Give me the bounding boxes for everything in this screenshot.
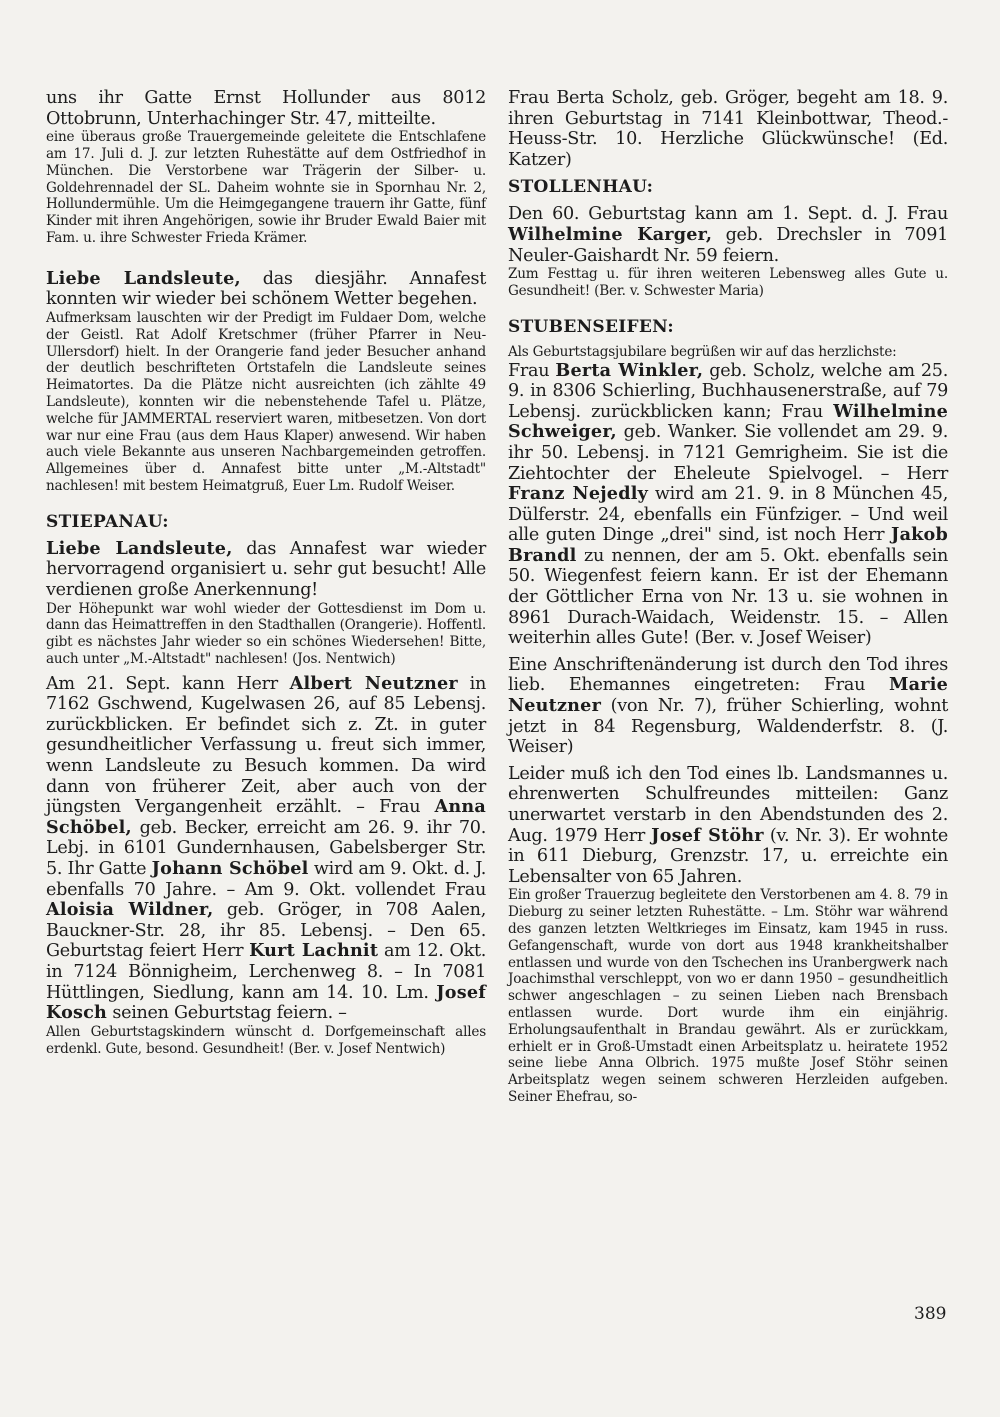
stollenhau-birthday-paragraph [508, 204, 948, 266]
right-column [508, 88, 948, 1106]
text-span: zu nennen, der am 5. Okt. ebenfalls sein 50. Wiegenfest feiern kann. Er ist der Ehemann der Göttlicher Erna von Nr. 13 u. sie wohnen in 8961 Durach-Waidach, Weidenstr. 15. – Allen weiterhin alles Gute! (Ber. v. Josef Weiser) [508, 545, 948, 649]
text-span: wird am 21. 9. in 8 München 45, Dülferstr. 24, ebenfalls ein Fünfziger. – Und weil alle guten Dinge „drei" sind, ist noch Herr [508, 484, 948, 546]
text-span: Eine Anschriftenänderung ist durch den Tod ihres lieb. Ehemannes eingetreten: Frau [508, 654, 948, 696]
text-span: geb. Drechsler in 7091 Neuler-Gaishardt Nr. 59 feiern. [508, 224, 948, 266]
person-name: Aloisia Wildner, [46, 899, 214, 921]
greeting-bold: Liebe Landsleute, [46, 537, 233, 559]
text-span: am 12. Okt. in 7124 Bönnigheim, Lerchenweg 8. – In 7081 Hüttlingen, Siedlung, kann am 14. 10. Lm. [46, 941, 487, 1003]
left-column [46, 88, 486, 1057]
person-name: Berta Winkler, [555, 359, 704, 381]
stiepanau-birthdays-paragraph [46, 674, 486, 1024]
page-number: 389 [914, 1304, 947, 1324]
text-span: Am 21. Sept. kann Herr [46, 673, 290, 694]
obituary-paragraph [508, 764, 948, 888]
stiepanau-wishes-paragraph: Allen Geburtstagskindern wünscht d. Dorfgemeinschaft alles erdenkl. Gute, besond. Gesundheit! (Ber. v. Josef Nentwich) [46, 1023, 486, 1057]
obituary-details-paragraph: Ein großer Trauerzug begleitete den Verstorbenen am 4. 8. 79 in Dieburg zu seiner letzten Ruhestätte. – Lm. Stöhr war während des ganzen letzten Weltkrieges im Einsatz, kam 1945 in russ. Gefangenschaft, wurde von dort aus 1948 krankheitshalber entlassen und wurde von den Tschechen ins Uranbergwerk nach Joachimsthal verschleppt, von wo er dann 1950 – gesundheitlich schwer angeschlagen – zu seinen Lieben nach Brensbach entlassen wurde. Dort wurde ihm ein einjährig. Erholungsaufenthalt in Brandau gewährt. Als er zurückkam, erhielt er in Groß-Umstadt einen Arbeitsplatz u. heiratete 1952 seine liebe Anna Olbrich. 1975 mußte Josef Stöhr seinen Arbeitsplatz wegen seinem schweren Herzleiden aufgeben. Seiner Ehefrau, so- [508, 887, 948, 1105]
stubenseifen-intro-paragraph: Als Geburtstagsjubilare begrüßen wir auf das herzlichste: [508, 343, 897, 360]
person-name: Josef Stöhr [651, 824, 764, 846]
heading-stollenhau: STOLLENHAU: [508, 177, 654, 198]
text-span: geb. Gröger, in 708 Aalen, Bauckner-Str. 28, ihr 85. Lebensj. – Den 65. Geburtstag feiert Herr [46, 900, 486, 962]
text-span: Leider muß ich den Tod eines lb. Landsmannes u. ehrenwerten Schulfreundes mitteilen: Ganz unerwartet verstarb in den Abendstunden des 2. Aug. 1979 Herr [508, 763, 948, 846]
heading-stiepanau: STIEPANAU: [46, 511, 169, 532]
person-name: Franz Nejedly [508, 483, 649, 505]
person-name: Johann Schöbel [151, 858, 309, 880]
person-name: Anna Schöbel, [46, 796, 486, 838]
scholz-birthday-paragraph: Frau Berta Scholz, geb. Gröger, begeht am 18. 9. ihren Geburtstag in 7141 Kleinbottwar, Theod.-Heuss-Str. 10. Herzliche Glückwünsche! (Ed. Katzer) [508, 88, 948, 170]
person-name: Albert Neutzner [289, 672, 458, 694]
annafest-report-paragraph: Aufmerksam lauschten wir der Predigt im Fuldaer Dom, welche der Geistl. Rat Adolf Kretschmer (früher Pfarrer in Neu-Ullersdorf) hielt. In der Orangerie fand jeder Besucher anhand der deutlich beschrifteten Ortstafeln die Landsleute seines Heimatortes. Da die Plätze nicht ausreichten (ich zählte 49 Landsleute), konnten wir die nebenstehende Tafel u. Plätze, welche für JAMMERTAL reserviert waren, mitbesetzen. Von dort war nur eine Frau (aus dem Haus Klaper) anwesend. Wir haben auch viele Bekannte aus unseren Nachbargemeinden getroffen. Allgemeines über d. Annafest bitte unter „M.-Altstadt" nachlesen! mit bestem Heimatgruß, Euer Lm. Rudolf Weiser. [46, 309, 486, 494]
greeting-bold: Liebe Landsleute, [46, 267, 241, 289]
person-name: Josef Kosch [46, 981, 486, 1024]
person-name: Marie Neutzner [508, 674, 948, 717]
text-span: geb. Scholz, welche am 25. 9. in 8306 Schierling, Buchhausenerstraße, auf 79 Lebensj. zurückblicken kann; Frau [508, 360, 948, 422]
person-name: Kurt Lachnit [249, 940, 379, 962]
text-span: (von Nr. 7), früher Schierling, wohnt jetzt in 84 Regensburg, Waldenderfstr. 8. (J. Weiser) [508, 696, 948, 758]
person-name: Wilhelmine Schweiger, [508, 400, 948, 443]
hollunder-funeral-paragraph: eine überaus große Trauergemeinde geleitete die Entschlafene am 17. Juli d. J. zur letzten Ruhestätte auf dem Ostfriedhof in München. Die Verstorbene war Trägerin der Silber- u. Goldehrennadel der SL. Daheim wohnte sie in Spornhau Nr. 2, Hollundermühle. Um die Heimgegangene trauern ihr Gatte, fünf Kinder mit ihren Angehörigen, sowie ihr Bruder Ewald Baier mit Fam. u. ihre Schwester Frieda Krämer. [46, 129, 486, 246]
address-change-paragraph [508, 655, 948, 758]
heading-stubenseifen: STUBENSEIFEN: [508, 316, 674, 337]
person-name: Wilhelmine Karger, [508, 223, 713, 245]
stiepanau-intro-text: das Annafest war wieder hervorragend organisiert u. sehr gut besucht! Alle verdienen große Anerkennung! [46, 538, 486, 600]
annafest-intro-text: das diesjähr. Annafest konnten wir wieder bei schönem Wetter begehen. [46, 268, 486, 310]
text-span: Frau [508, 360, 556, 381]
text-span: seinen Geburtstag feiern. – [107, 1003, 347, 1024]
stollenhau-wishes-paragraph: Zum Festtag u. für ihren weiteren Lebensweg alles Gute u. Gesundheit! (Ber. v. Schwester Maria) [508, 266, 948, 299]
stiepanau-report-paragraph: Der Höhepunkt war wohl wieder der Gottesdienst im Dom u. dann das Heimattreffen in den Stadthallen (Orangerie). Hoffentl. gibt es nächstes Jahr wieder so ein schönes Wiedersehen! Bitte, auch unter „M.-Altstadt" nachlesen! (Jos. Nentwich) [46, 600, 486, 667]
text-span: wird am 9. Okt. d. J. ebenfalls 70 Jahre. – Am 9. Okt. vollendet Frau [46, 859, 487, 900]
text-span: Den 60. Geburtstag kann am 1. Sept. d. J. Frau [508, 204, 948, 225]
person-name: Jakob Brandl [508, 524, 948, 566]
stubenseifen-birthdays-paragraph [508, 361, 948, 649]
text-span: in 7162 Gschwend, Kugelwasen 26, auf 85 Lebensj. zurückblicken. Er befindet sich z. Zt. in guter gesundheitlicher Verfassung u. freut sich immer, wenn Landsleute zu Besuch kommen. Da wird dann von früherer Zeit, aber auch von der jüngsten Vergangenheit erzählt. – Frau [46, 673, 487, 818]
text-span: geb. Wanker. Sie vollendet am 29. 9. ihr 50. Lebensj. in 7121 Gemrigheim. Sie ist die Ziehtochter der Eheleute Spielvogel. – Herr [508, 422, 948, 484]
text-span: geb. Becker, erreicht am 26. 9. ihr 70. Lebj. in 6101 Gundernhausen, Gabelsberger Str. 5. Ihr Gatte [46, 817, 486, 880]
text-span: (v. Nr. 3). Er wohnte in 611 Dieburg, Grenzstr. 17, u. erreichte ein Lebensalter von 65 Jahren. [508, 825, 948, 887]
hollunder-notice-end: uns ihr Gatte Ernst Hollunder aus 8012 Ottobrunn, Unterhachinger Str. 47, mitteilte. [46, 88, 486, 129]
annafest-intro-paragraph [46, 269, 486, 310]
stiepanau-intro-paragraph [46, 539, 486, 601]
